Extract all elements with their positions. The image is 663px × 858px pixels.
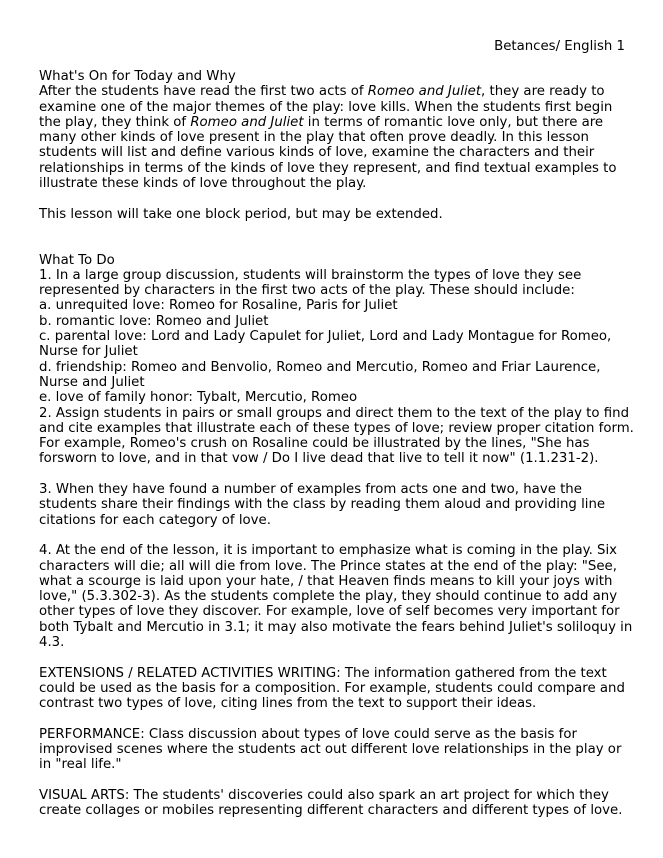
text-line: contrast two types of love, citing lines from the text to support their ideas.: [39, 696, 537, 712]
text-line: what a scourge is laid upon your hate, / that Heaven finds means to kill your joys with: [39, 573, 613, 589]
intro-paragraph: [39, 84, 639, 191]
step-3: [39, 482, 639, 528]
text-line: VISUAL ARTS: The students' discoveries could also spark an art project for which they: [39, 787, 609, 803]
list-item: e. love of family honor: Tybalt, Mercutio, Romeo: [39, 390, 358, 406]
text-line: 4.3.: [39, 634, 65, 650]
text-line: students share their findings with the class by reading them aloud and providing line: [39, 497, 606, 513]
text-line: 4. At the end of the lesson, it is important to emphasize what is coming in the play. Six: [39, 543, 618, 559]
text-line: citations for each category of love.: [39, 512, 271, 528]
text-line: students will list and define various kinds of love, examine the characters and their: [39, 145, 595, 161]
text-line: love," (5.3.302-3). As the students complete the play, they should continue to add any: [39, 589, 618, 605]
play-title: Romeo and Juliet: [190, 114, 304, 130]
text-line: 2. Assign students in pairs or small groups and direct them to the text of the play to find: [39, 405, 630, 421]
text-line: and cite examples that illustrate each of these types of love; review proper citation form.: [39, 420, 634, 436]
list-item: a. unrequited love: Romeo for Rosaline, Paris for Juliet: [39, 298, 398, 314]
text-line: in "real life.": [39, 757, 122, 773]
list-item: b. romantic love: Romeo and Juliet: [39, 313, 269, 329]
text-line: 1. In a large group discussion, students will brainstorm the types of love they see: [39, 267, 582, 283]
duration-paragraph: This lesson will take one block period, but may be extended.: [39, 206, 443, 222]
text-line: examine one of the major themes of the play: love kills. When the students first begin: [39, 99, 613, 115]
text-line: For example, Romeo's crush on Rosaline could be illustrated by the lines, "She has: [39, 436, 590, 452]
extensions-writing: [39, 666, 639, 712]
extensions-visual-arts: [39, 788, 639, 819]
step-4: [39, 543, 639, 650]
text-line: create collages or mobiles representing different characters and different types of love.: [39, 803, 623, 819]
text-line: the play, they think of Romeo and Juliet in terms of romantic love only, but there are: [39, 114, 604, 130]
text-line: characters will die; all will die from love. The Prince states at the end of the play: "See,: [39, 558, 617, 574]
text-line: improvised scenes where the students act out different love relationships in the play or: [39, 742, 622, 758]
text-line: Nurse and Juliet: [39, 374, 145, 390]
text-line: other types of love they discover. For example, love of self becomes very important for: [39, 604, 620, 620]
text-line: many other kinds of love present in the play that often prove deadly. In this lesson: [39, 130, 589, 146]
text-line: 3. When they have found a number of examples from acts one and two, have the: [39, 482, 582, 498]
text-line: both Tybalt and Mercutio in 3.1; it may also motivate the fears behind Juliet's soliloquy in: [39, 619, 633, 635]
list-item: c. parental love: Lord and Lady Capulet for Juliet, Lord and Lady Montague for Romeo,: [39, 329, 612, 345]
text-line: PERFORMANCE: Class discussion about types of love could serve as the basis for: [39, 726, 577, 742]
play-title: Romeo and Juliet: [367, 84, 482, 100]
page-header: Betances/ English 1: [494, 39, 625, 54]
text-line: EXTENSIONS / RELATED ACTIVITIES WRITING: The information gathered from the text: [39, 665, 607, 681]
steps-1-2: [39, 268, 639, 467]
section-heading-whats-on: What's On for Today and Why: [39, 69, 236, 84]
text-line: forsworn to love, and in that vow / Do I live dead that live to tell it now" (1.1.231-2).: [39, 451, 599, 467]
document-body: [39, 69, 639, 819]
text-line: illustrate these kinds of love throughout the play.: [39, 176, 367, 192]
text-line: represented by characters in the first two acts of the play. These should include:: [39, 283, 575, 299]
text-line: After the students have read the first two acts of Romeo and Juliet, they are ready to: [39, 84, 605, 100]
section-heading-what-to-do: What To Do: [39, 252, 115, 268]
list-item: d. friendship: Romeo and Benvolio, Romeo and Mercutio, Romeo and Friar Laurence,: [39, 359, 601, 375]
text-line: could be used as the basis for a composition. For example, students could compare and: [39, 680, 625, 696]
extensions-performance: [39, 727, 639, 773]
text-line: Nurse for Juliet: [39, 344, 138, 360]
text-line: relationships in terms of the kinds of love they represent, and find textual examples to: [39, 160, 617, 176]
